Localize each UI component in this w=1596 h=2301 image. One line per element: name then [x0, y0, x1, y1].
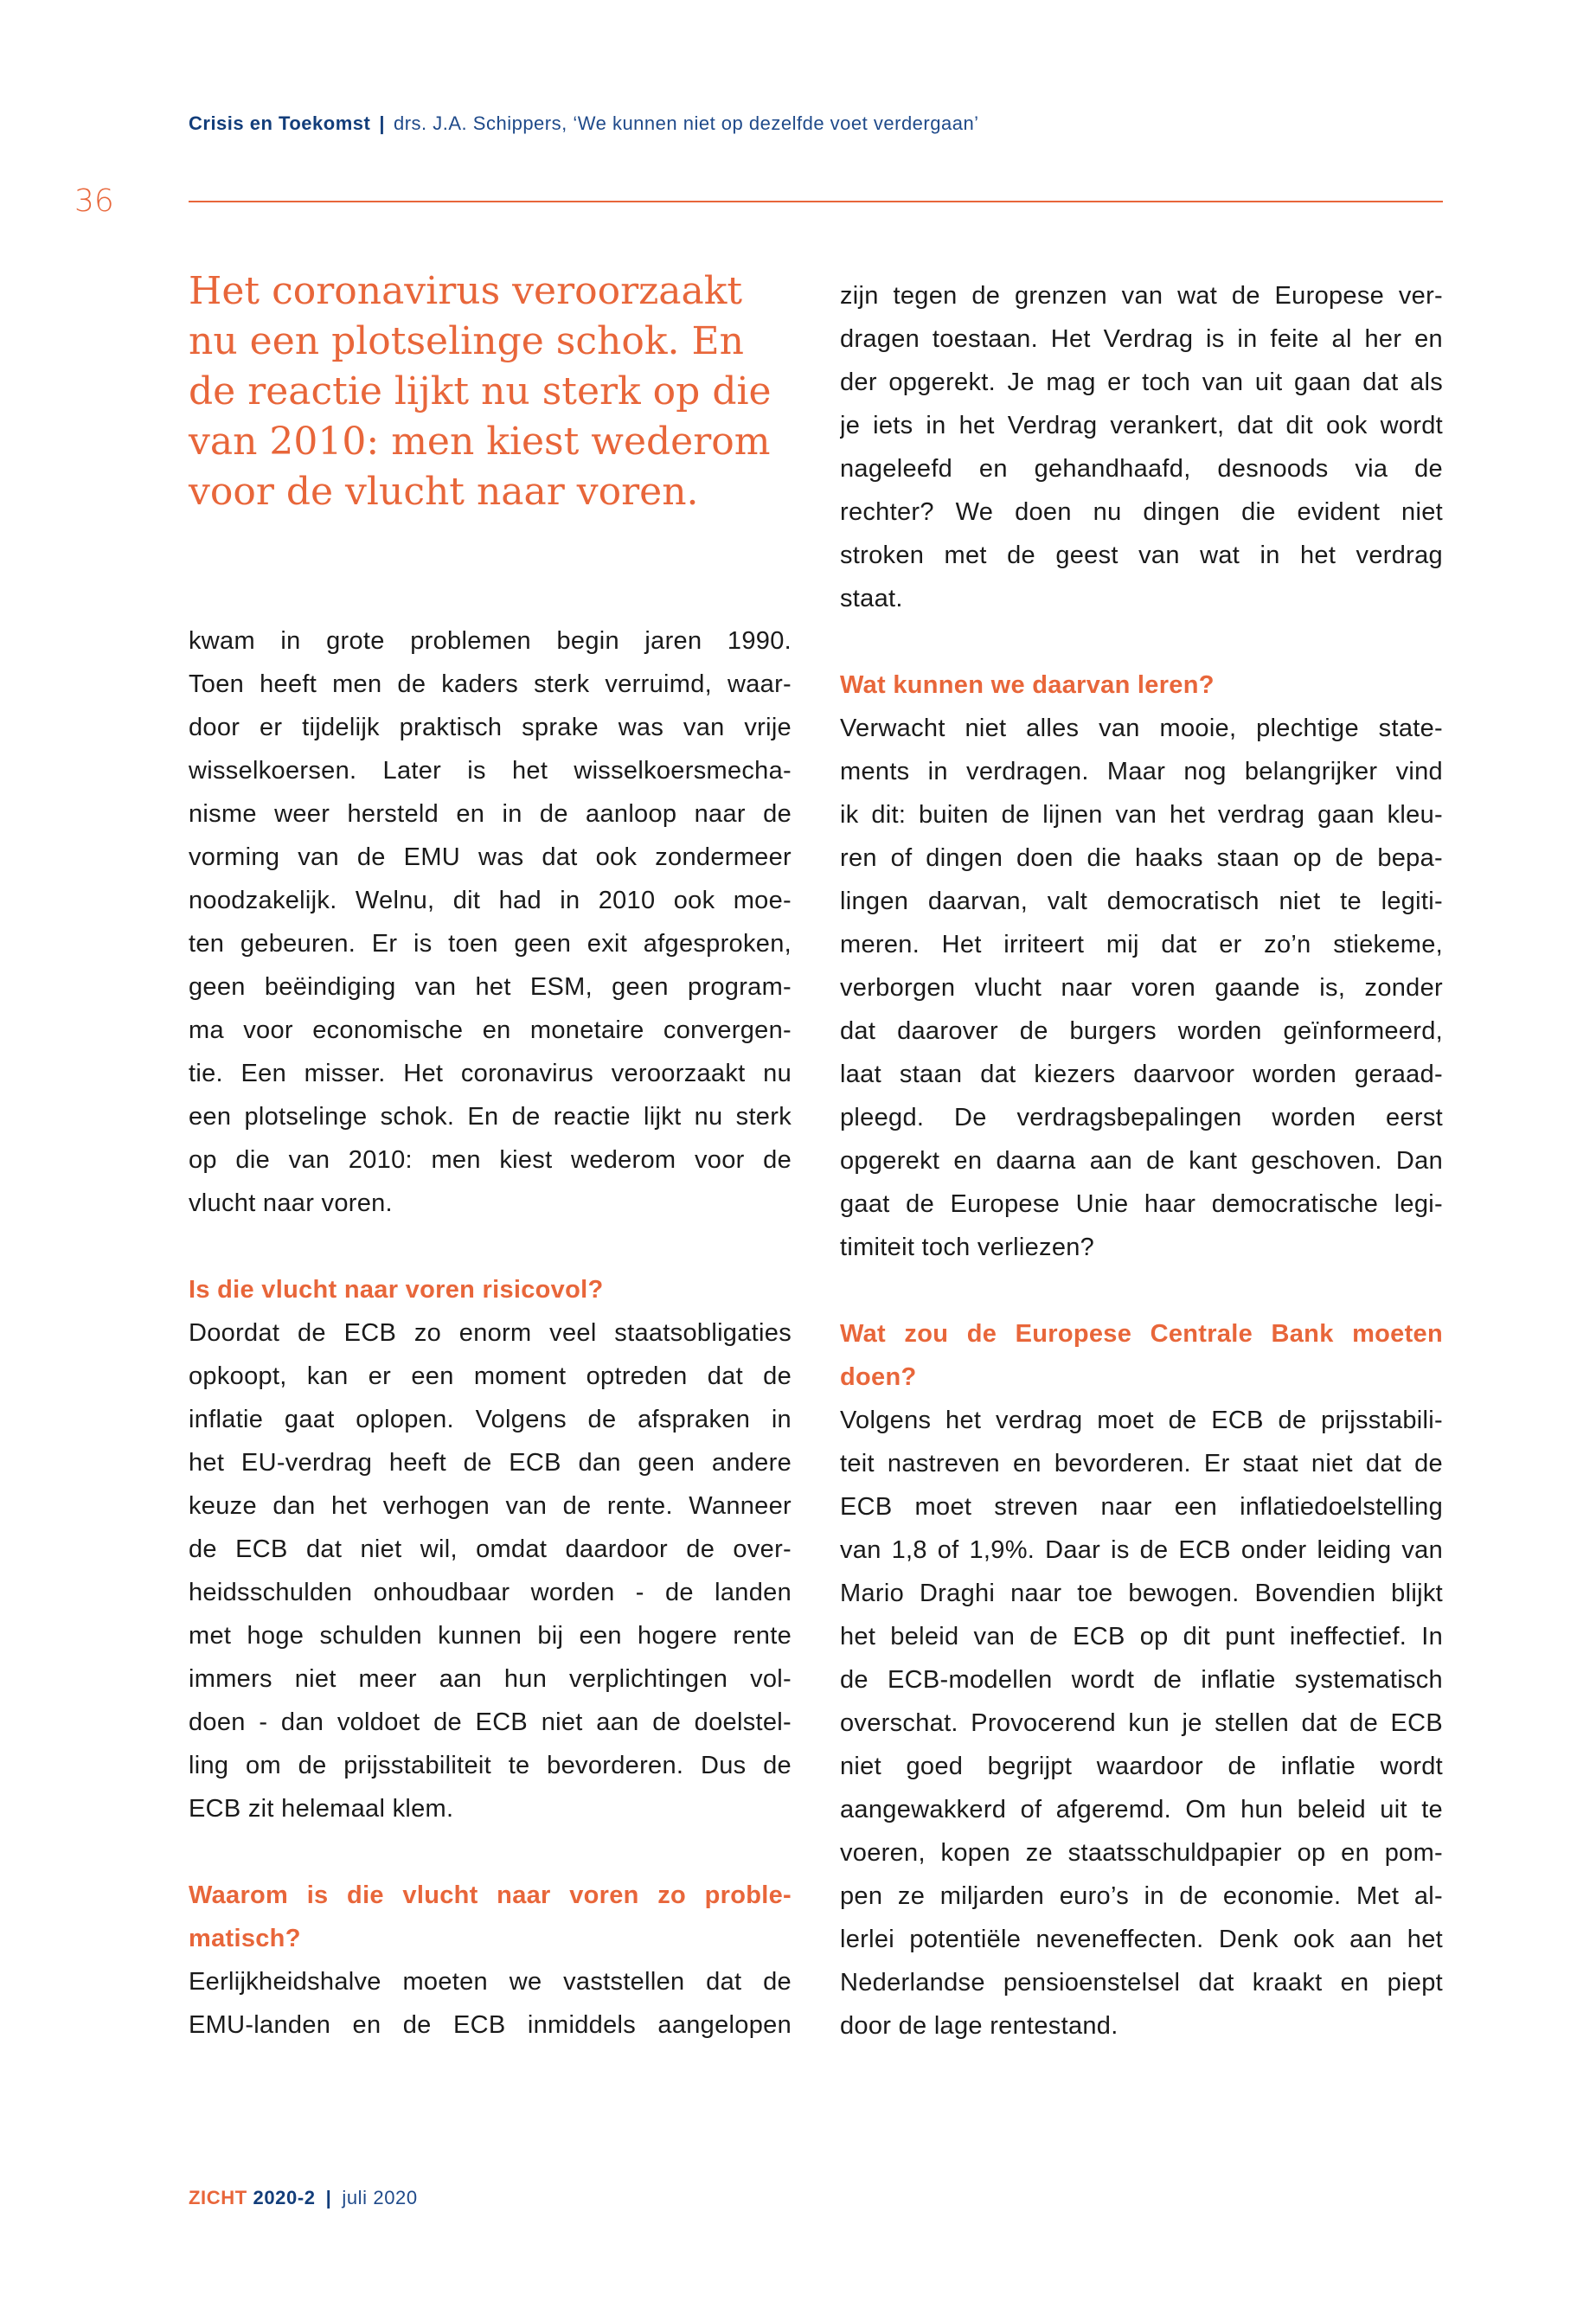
section-heading — [189, 1874, 792, 1960]
text-line: EMU-landen en de ECB inmiddels aangelopen — [189, 2011, 792, 2039]
text-line: Toen heeft men de kaders sterk verruimd, waar- — [189, 670, 792, 698]
text-line: der opgerekt. Je mag er toch van uit gaan dat als — [840, 369, 1443, 396]
text-line: dragen toestaan. Het Verdrag is in feite al her en — [840, 325, 1443, 353]
text-line: noodzakelijk. Welnu, dit had in 2010 ook moe- — [189, 887, 792, 914]
text-line: gaat de Europese Unie haar democratische legi- — [840, 1190, 1443, 1218]
text-column-left — [189, 619, 792, 2047]
text-line: vlucht naar voren. — [189, 1189, 393, 1217]
paragraph — [840, 1399, 1443, 2048]
text-line: ma voor economische en monetaire convergen- — [189, 1016, 792, 1044]
text-line: ren of dingen doen die haaks staan op de bepa- — [840, 844, 1443, 872]
text-line: overschat. Provocerend kun je stellen dat de ECB — [840, 1709, 1443, 1737]
text-line: laat staan dat kiezers daarvoor worden geraad- — [840, 1061, 1443, 1088]
paragraph — [189, 1960, 792, 2047]
pull-quote — [189, 266, 772, 517]
text-line: verborgen vlucht naar voren gaande is, zonder — [840, 974, 1443, 1002]
article-title: drs. J.A. Schippers, ‘We kunnen niet op dezelfde voet verdergaan’ — [393, 112, 979, 134]
text-line: door er tijdelijk praktisch sprake was van vrije — [189, 714, 792, 741]
text-line: Volgens het verdrag moet de ECB de prijsstabili- — [840, 1407, 1443, 1434]
footer-separator: | — [325, 2187, 332, 2208]
heading-line: doen? — [840, 1363, 917, 1391]
text-line: lingen daarvan, valt democratisch niet te legiti- — [840, 888, 1443, 915]
text-line: doen - dan voldoet de ECB niet aan de doelstel- — [189, 1708, 792, 1736]
pull-quote-line: de reactie lijkt nu sterk op die — [189, 369, 772, 413]
text-line: ling om de prijsstabiliteit te bevorderen. Dus de — [189, 1752, 792, 1779]
header-separator: | — [379, 112, 385, 134]
text-line: het beleid van de ECB op dit punt ineffectief. In — [840, 1623, 1443, 1650]
text-line: Eerlijkheidshalve moeten we vaststellen dat de — [189, 1968, 792, 1996]
running-header — [189, 112, 979, 135]
text-line: opgerekt en daarna aan de kant geschoven. Dan — [840, 1147, 1443, 1175]
magazine-name: ZICHT — [189, 2187, 247, 2208]
text-line: pleegd. De verdragsbepalingen worden eerst — [840, 1104, 1443, 1131]
text-line: van 1,8 of 1,9%. Daar is de ECB onder leiding van — [840, 1536, 1443, 1564]
pull-quote-line: Het coronavirus veroorzaakt — [189, 269, 743, 313]
text-line: de ECB dat niet wil, omdat daardoor de over- — [189, 1535, 792, 1563]
pull-quote-line: voor de vlucht naar voren. — [189, 470, 699, 514]
text-line: door de lage rentestand. — [840, 2012, 1118, 2040]
text-line: staat. — [840, 585, 903, 612]
text-line: dat daarover de burgers worden geïnformeerd, — [840, 1017, 1443, 1045]
heading-line: Wat kunnen we daarvan leren? — [840, 671, 1215, 699]
text-line: rechter? We doen nu dingen die evident niet — [840, 498, 1443, 526]
footer — [189, 2187, 418, 2209]
text-line: tie. Een misser. Het coronavirus veroorzaakt nu — [189, 1060, 792, 1087]
issue-date: juli 2020 — [342, 2187, 418, 2208]
paragraph — [189, 619, 792, 1225]
pull-quote-line: nu een plotselinge schok. En — [189, 319, 744, 363]
heading-line: Is die vlucht naar voren risicovol? — [189, 1276, 604, 1304]
text-line: Nederlandse pensioenstelsel dat kraakt en piept — [840, 1969, 1443, 1997]
text-line: aangewakkerd of afgeremd. Om hun beleid uit te — [840, 1796, 1443, 1823]
text-line: geen beëindiging van het ESM, geen program- — [189, 973, 792, 1001]
text-line: stroken met de geest van wat in het verdrag — [840, 542, 1443, 569]
text-line: zijn tegen de grenzen van wat de Europese ver- — [840, 282, 1443, 310]
text-line: kwam in grote problemen begin jaren 1990. — [189, 627, 792, 655]
text-line: met hoge schulden kunnen bij een hogere rente — [189, 1622, 792, 1650]
paragraph-spacer — [189, 1830, 792, 1874]
text-line: een plotselinge schok. En de reactie lijkt nu sterk — [189, 1103, 792, 1131]
text-line: wisselkoersen. Later is het wisselkoersmecha- — [189, 757, 792, 785]
text-line: ten gebeuren. Er is toen geen exit afgesproken, — [189, 930, 792, 958]
text-line: heidsschulden onhoudbaar worden - de landen — [189, 1579, 792, 1606]
text-line: ments in verdragen. Maar nog belangrijker vind — [840, 758, 1443, 785]
text-line: keuze dan het verhogen van de rente. Wanneer — [189, 1492, 792, 1520]
heading-line: Waarom is die vlucht naar voren zo proble- — [189, 1881, 792, 1909]
header-rule — [189, 201, 1443, 202]
text-line: nageleefd en gehandhaafd, desnoods via de — [840, 455, 1443, 483]
paragraph-spacer — [840, 620, 1443, 663]
text-line: Verwacht niet alles van mooie, plechtige state- — [840, 715, 1443, 742]
section-heading — [840, 1312, 1443, 1399]
pull-quote-line: van 2010: men kiest wederom — [189, 420, 771, 464]
text-line: ECB zit helemaal klem. — [189, 1795, 454, 1823]
text-line: inflatie gaat oplopen. Volgens de afspraken in — [189, 1406, 792, 1433]
page-number: 36 — [74, 183, 114, 219]
text-line: voeren, kopen ze staatsschuldpapier op en pom- — [840, 1839, 1443, 1867]
text-line: het EU-verdrag heeft de ECB dan geen andere — [189, 1449, 792, 1477]
text-line: meren. Het irriteert mij dat er zo’n stiekeme, — [840, 931, 1443, 958]
text-line: opkoopt, kan er een moment optreden dat de — [189, 1362, 792, 1390]
section-heading — [189, 1268, 792, 1311]
heading-line: matisch? — [189, 1925, 301, 1952]
paragraph — [840, 707, 1443, 1269]
text-line: vorming van de EMU was dat ook zondermeer — [189, 843, 792, 871]
section-heading — [840, 663, 1443, 707]
text-line: pen ze miljarden euro’s in de economie. Met al- — [840, 1882, 1443, 1910]
paragraph-spacer — [189, 1225, 792, 1268]
text-line: Doordat de ECB zo enorm veel staatsobligaties — [189, 1319, 792, 1347]
text-line: lerlei potentiële neveneffecten. Denk ook aan het — [840, 1926, 1443, 1953]
text-line: immers niet meer aan hun verplichtingen vol- — [189, 1665, 792, 1693]
text-line: ik dit: buiten de lijnen van het verdrag gaan kleu- — [840, 801, 1443, 829]
publication-title: Crisis en Toekomst — [189, 112, 371, 134]
text-line: Mario Draghi naar toe bewogen. Bovendien blijkt — [840, 1580, 1443, 1607]
text-line: timiteit toch verliezen? — [840, 1234, 1095, 1261]
heading-line: Wat zou de Europese Centrale Bank moeten — [840, 1320, 1443, 1348]
paragraph — [189, 1311, 792, 1830]
text-line: niet goed begrijpt waardoor de inflatie wordt — [840, 1753, 1443, 1780]
paragraph-spacer — [840, 1269, 1443, 1312]
text-column-right — [840, 274, 1443, 2048]
issue-number: 2020-2 — [253, 2187, 316, 2208]
text-line: teit nastreven en bevorderen. Er staat niet dat de — [840, 1450, 1443, 1477]
text-line: nisme weer hersteld en in de aanloop naar de — [189, 800, 792, 828]
text-line: op die van 2010: men kiest wederom voor de — [189, 1146, 792, 1174]
text-line: ECB moet streven naar een inflatiedoelstelling — [840, 1493, 1443, 1521]
paragraph — [840, 274, 1443, 620]
text-line: je iets in het Verdrag verankert, dat dit ook wordt — [840, 412, 1443, 439]
text-line: de ECB-modellen wordt de inflatie systematisch — [840, 1666, 1443, 1694]
